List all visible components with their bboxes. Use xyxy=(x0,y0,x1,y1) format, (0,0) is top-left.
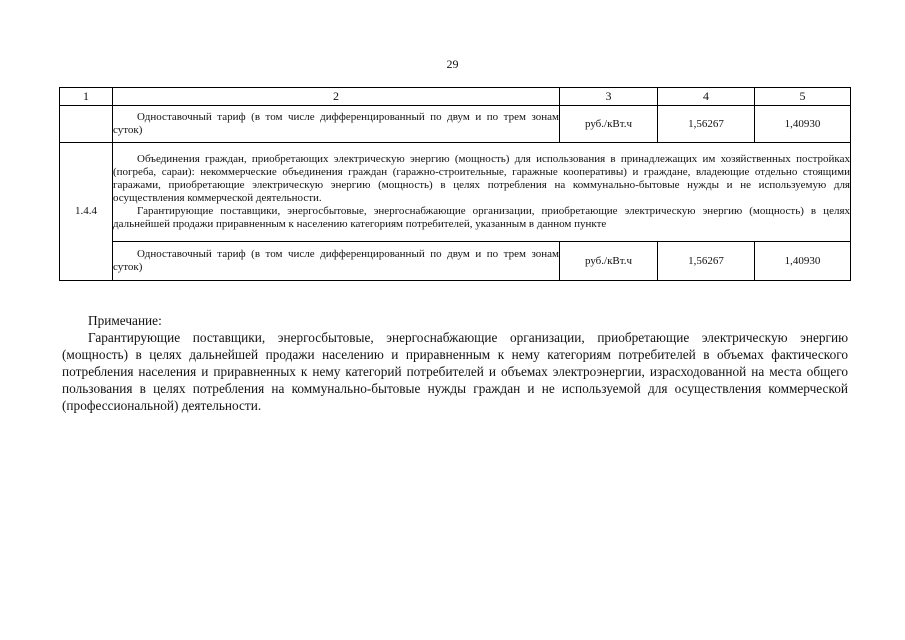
header-cell-5: 5 xyxy=(755,88,851,106)
note-title: Примечание: xyxy=(88,313,162,328)
value-cell-first-half: 1,56267 xyxy=(658,242,755,281)
header-cell-3: 3 xyxy=(560,88,658,106)
section-number-cell: 1.4.4 xyxy=(60,143,113,281)
tariff-description: Одноставочный тариф (в том числе дифференцированный по двум и по трем зонам суток) xyxy=(113,248,559,273)
tariff-description: Одноставочный тариф (в том числе дифференцированный по двум и по трем зонам суток) xyxy=(113,111,559,136)
page-number: 29 xyxy=(446,57,459,71)
tariff-description-cell xyxy=(113,106,560,143)
value-cell-second-half: 1,40930 xyxy=(755,242,851,281)
section-paragraph-1: Объединения граждан, приобретающих электрическую энергию (мощность) для использования в принадлежащих им хозяйственных постройках (погреба, сараи): некоммерческие объединения граждан (гаражно-строительные, гаражные кооперативы) и граждане, владеющие отдельно стоящими гаражами, приобретающие электрическую энергию (мощность) в целях потребления на коммунально-бытовые нужды и не используемую для осуществления коммерческой деятельности. xyxy=(113,153,850,204)
table-row-section xyxy=(60,143,851,242)
header-cell-1: 1 xyxy=(60,88,113,106)
value-cell-first-half: 1,56267 xyxy=(658,106,755,143)
row-number-cell xyxy=(60,106,113,143)
note-section xyxy=(62,312,848,414)
unit-cell: руб./кВт.ч xyxy=(560,242,658,281)
tariff-description-cell xyxy=(113,242,560,281)
unit-cell: руб./кВт.ч xyxy=(560,106,658,143)
section-paragraph-2: Гарантирующие поставщики, энергосбытовые, энергоснабжающие организации, приобретающие электрическую энергию (мощность) в целях дальнейшей продажи приравненным к населению категориям потребителей, указанным в данном пункте xyxy=(113,205,850,230)
table-header-row xyxy=(60,88,851,106)
table-row xyxy=(60,106,851,143)
section-description-cell xyxy=(113,143,851,242)
header-cell-4: 4 xyxy=(658,88,755,106)
tariff-table xyxy=(59,87,851,281)
value-cell-second-half: 1,40930 xyxy=(755,106,851,143)
note-body: Гарантирующие поставщики, энергосбытовые, энергоснабжающие организации, приобретающие электрическую энергию (мощность) в целях дальнейшей продажи населению и приравненным к нему категориям потребителей в объемах фактического потребления населения и приравненных к нему категорий потребителей и объемах электроэнергии, израсходованной на места общего пользования в целях потребления на коммунально-бытовые нужды граждан и не используемой для осуществления коммерческой (профессиональной) деятельности. xyxy=(62,330,848,413)
table-row xyxy=(60,242,851,281)
header-cell-2: 2 xyxy=(113,88,560,106)
